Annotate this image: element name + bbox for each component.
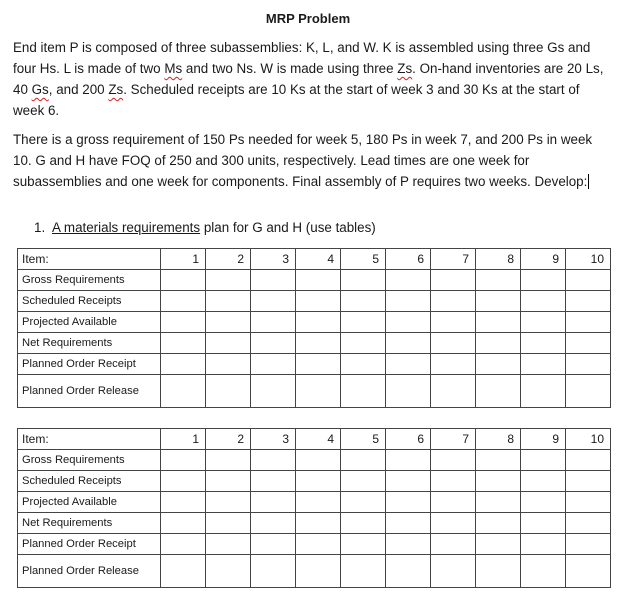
week-header-cell: 7 <box>431 429 476 450</box>
table-cell[interactable] <box>161 450 206 471</box>
table-cell[interactable] <box>386 312 431 333</box>
table-cell[interactable] <box>251 471 296 492</box>
problem-paragraph-2 <box>13 129 611 192</box>
table-cell[interactable] <box>431 333 476 354</box>
text-run: . Scheduled receipts are 10 Ks at the start of week 3 and 30 Ks at the start of week 6. <box>13 82 580 118</box>
table-cell[interactable] <box>161 492 206 513</box>
week-header-cell: 1 <box>161 429 206 450</box>
table-cell[interactable] <box>476 333 521 354</box>
table-cell[interactable] <box>566 555 611 588</box>
row-label-cell: Planned Order Receipt <box>18 354 161 375</box>
table-cell[interactable] <box>566 375 611 408</box>
table-cell[interactable] <box>566 354 611 375</box>
table-cell[interactable] <box>161 534 206 555</box>
table-cell[interactable] <box>206 375 251 408</box>
table-cell[interactable] <box>161 375 206 408</box>
table-row <box>18 450 611 471</box>
text-cursor <box>588 174 589 189</box>
table-cell[interactable] <box>431 513 476 534</box>
table-cell[interactable] <box>521 513 566 534</box>
table-cell[interactable] <box>251 354 296 375</box>
table-row <box>18 270 611 291</box>
table-cell[interactable] <box>251 492 296 513</box>
table-row <box>18 375 611 408</box>
week-header-cell: 4 <box>296 429 341 450</box>
table-row <box>18 333 611 354</box>
table-cell[interactable] <box>251 534 296 555</box>
table-cell[interactable] <box>476 375 521 408</box>
mrp-table-2 <box>17 428 611 588</box>
row-label-cell: Net Requirements <box>18 333 161 354</box>
week-header-cell: 3 <box>251 249 296 270</box>
week-header-cell: 8 <box>476 249 521 270</box>
table-header-row <box>18 249 611 270</box>
table-row <box>18 471 611 492</box>
row-label-cell: Net Requirements <box>18 513 161 534</box>
list-number: 1. <box>34 220 46 235</box>
table-cell[interactable] <box>521 492 566 513</box>
table-cell[interactable] <box>566 291 611 312</box>
table-cell[interactable] <box>341 333 386 354</box>
table-cell[interactable] <box>431 312 476 333</box>
table-cell[interactable] <box>386 333 431 354</box>
table-cell[interactable] <box>476 513 521 534</box>
table-cell[interactable] <box>341 492 386 513</box>
table-cell[interactable] <box>566 450 611 471</box>
table-cell[interactable] <box>341 354 386 375</box>
week-header-cell: 5 <box>341 429 386 450</box>
text-run: and two Ns. W is made using three <box>182 61 398 76</box>
page-title: MRP Problem <box>265 11 351 26</box>
table-cell[interactable] <box>341 534 386 555</box>
table-cell[interactable] <box>161 333 206 354</box>
mrp-table-1 <box>17 248 611 408</box>
table-cell[interactable] <box>206 450 251 471</box>
table-cell[interactable] <box>386 354 431 375</box>
table-cell[interactable] <box>386 471 431 492</box>
table-cell[interactable] <box>566 333 611 354</box>
table-cell[interactable] <box>341 375 386 408</box>
spellcheck-word[interactable]: Gs <box>31 82 49 97</box>
table-row <box>18 555 611 588</box>
table-cell[interactable] <box>341 471 386 492</box>
table-cell[interactable] <box>521 291 566 312</box>
table-cell[interactable] <box>521 555 566 588</box>
table-cell[interactable] <box>251 270 296 291</box>
table-cell[interactable] <box>206 291 251 312</box>
table-cell[interactable] <box>476 291 521 312</box>
table-cell[interactable] <box>521 471 566 492</box>
table-cell[interactable] <box>476 312 521 333</box>
text-run: plan for G and H (use tables) <box>200 220 376 235</box>
item-label-cell[interactable]: Item: <box>18 249 161 270</box>
row-label-cell: Projected Available <box>18 312 161 333</box>
table-cell[interactable] <box>251 450 296 471</box>
week-header-cell: 10 <box>566 429 611 450</box>
table-cell[interactable] <box>161 312 206 333</box>
table-cell[interactable] <box>431 555 476 588</box>
table-cell[interactable] <box>206 513 251 534</box>
table-cell[interactable] <box>206 471 251 492</box>
table-cell[interactable] <box>296 492 341 513</box>
table-cell[interactable] <box>206 555 251 588</box>
table-cell[interactable] <box>206 312 251 333</box>
text-run: End item P is composed of three subassemblies: K, L, and W. K is assembled using three Gs and four Hs. L is made of two <box>13 40 591 76</box>
table-cell[interactable] <box>296 270 341 291</box>
row-label-cell: Projected Available <box>18 492 161 513</box>
week-header-cell: 2 <box>206 429 251 450</box>
table-cell[interactable] <box>296 354 341 375</box>
table-cell[interactable] <box>161 270 206 291</box>
table-cell[interactable] <box>521 312 566 333</box>
table-cell[interactable] <box>431 270 476 291</box>
table-cell[interactable] <box>431 450 476 471</box>
table-cell[interactable] <box>521 375 566 408</box>
table-cell[interactable] <box>296 333 341 354</box>
table-cell[interactable] <box>161 513 206 534</box>
table-cell[interactable] <box>251 375 296 408</box>
table-cell[interactable] <box>431 534 476 555</box>
week-header-cell: 6 <box>386 429 431 450</box>
table-cell[interactable] <box>521 534 566 555</box>
table-cell[interactable] <box>566 534 611 555</box>
table-cell[interactable] <box>251 291 296 312</box>
table-cell[interactable] <box>431 471 476 492</box>
table-cell[interactable] <box>521 333 566 354</box>
row-label-cell: Gross Requirements <box>18 450 161 471</box>
table-cell[interactable] <box>386 555 431 588</box>
week-header-cell: 8 <box>476 429 521 450</box>
table-cell[interactable] <box>476 270 521 291</box>
text-run: There is a gross requirement of 150 Ps needed for week 5, 180 Ps in week 7, and 200 Ps in week 10. G and H have FOQ of 250 and 300 units, respectively. Lead times are one week for subassemblies and one week for components. Final assembly of P requires two weeks. Develop: <box>13 132 593 189</box>
table-cell[interactable] <box>386 513 431 534</box>
table-cell[interactable] <box>566 513 611 534</box>
table-cell[interactable] <box>341 513 386 534</box>
table-cell[interactable] <box>431 492 476 513</box>
item-label-cell[interactable]: Item: <box>18 429 161 450</box>
table-cell[interactable] <box>386 270 431 291</box>
table-cell[interactable] <box>566 471 611 492</box>
table-cell[interactable] <box>476 492 521 513</box>
table-row <box>18 534 611 555</box>
table-cell[interactable] <box>521 354 566 375</box>
table-cell[interactable] <box>566 492 611 513</box>
table-cell[interactable] <box>296 513 341 534</box>
underlined-text: A materials requirements <box>52 220 201 235</box>
table-cell[interactable] <box>251 312 296 333</box>
table-cell[interactable] <box>341 312 386 333</box>
table-cell[interactable] <box>431 354 476 375</box>
table-cell[interactable] <box>476 471 521 492</box>
table-cell[interactable] <box>206 492 251 513</box>
problem-paragraph-1 <box>13 37 611 121</box>
table-cell[interactable] <box>296 555 341 588</box>
week-header-cell: 7 <box>431 249 476 270</box>
table-cell[interactable] <box>386 492 431 513</box>
table-cell[interactable] <box>566 312 611 333</box>
table-cell[interactable] <box>566 270 611 291</box>
text-run: . On-hand inventories are 20 Ls, 40 <box>13 61 604 97</box>
table-cell[interactable] <box>431 291 476 312</box>
row-label-cell: Scheduled Receipts <box>18 291 161 312</box>
week-header-cell: 1 <box>161 249 206 270</box>
week-header-cell: 9 <box>521 249 566 270</box>
table-cell[interactable] <box>251 333 296 354</box>
table-cell[interactable] <box>206 270 251 291</box>
list-item-1 <box>34 219 376 237</box>
table-cell[interactable] <box>431 375 476 408</box>
table-cell[interactable] <box>161 291 206 312</box>
table-cell[interactable] <box>386 450 431 471</box>
spellcheck-word[interactable]: Zs <box>108 82 124 97</box>
table-cell[interactable] <box>386 291 431 312</box>
table-cell[interactable] <box>386 375 431 408</box>
table-cell[interactable] <box>251 555 296 588</box>
table-cell[interactable] <box>206 333 251 354</box>
week-header-cell: 9 <box>521 429 566 450</box>
table-row <box>18 312 611 333</box>
table-cell[interactable] <box>296 312 341 333</box>
table-cell[interactable] <box>296 534 341 555</box>
week-header-cell: 10 <box>566 249 611 270</box>
table-row <box>18 492 611 513</box>
week-header-cell: 3 <box>251 429 296 450</box>
table-cell[interactable] <box>296 291 341 312</box>
row-label-cell: Scheduled Receipts <box>18 471 161 492</box>
spellcheck-word[interactable]: Ms <box>164 61 183 76</box>
table-cell[interactable] <box>521 450 566 471</box>
row-label-cell: Gross Requirements <box>18 270 161 291</box>
row-label-cell: Planned Order Receipt <box>18 534 161 555</box>
table-cell[interactable] <box>296 450 341 471</box>
table-row <box>18 513 611 534</box>
table-cell[interactable] <box>521 270 566 291</box>
table-cell[interactable] <box>296 471 341 492</box>
spellcheck-word[interactable]: Zs <box>397 61 413 76</box>
row-label-cell: Planned Order Release <box>18 375 161 408</box>
table-row <box>18 291 611 312</box>
table-cell[interactable] <box>476 534 521 555</box>
table-cell[interactable] <box>476 555 521 588</box>
table-header-row <box>18 429 611 450</box>
table-row <box>18 354 611 375</box>
week-header-cell: 4 <box>296 249 341 270</box>
text-run: , and 200 <box>48 82 109 97</box>
week-header-cell: 2 <box>206 249 251 270</box>
table-cell[interactable] <box>296 375 341 408</box>
table-cell[interactable] <box>206 354 251 375</box>
table-cell[interactable] <box>341 555 386 588</box>
row-label-cell: Planned Order Release <box>18 555 161 588</box>
table-cell[interactable] <box>341 450 386 471</box>
table-cell[interactable] <box>161 555 206 588</box>
week-header-cell: 6 <box>386 249 431 270</box>
table-cell[interactable] <box>161 471 206 492</box>
table-cell[interactable] <box>206 534 251 555</box>
table-cell[interactable] <box>386 534 431 555</box>
table-cell[interactable] <box>251 513 296 534</box>
table-cell[interactable] <box>161 354 206 375</box>
table-cell[interactable] <box>341 270 386 291</box>
table-cell[interactable] <box>476 450 521 471</box>
table-cell[interactable] <box>476 354 521 375</box>
week-header-cell: 5 <box>341 249 386 270</box>
table-cell[interactable] <box>341 291 386 312</box>
